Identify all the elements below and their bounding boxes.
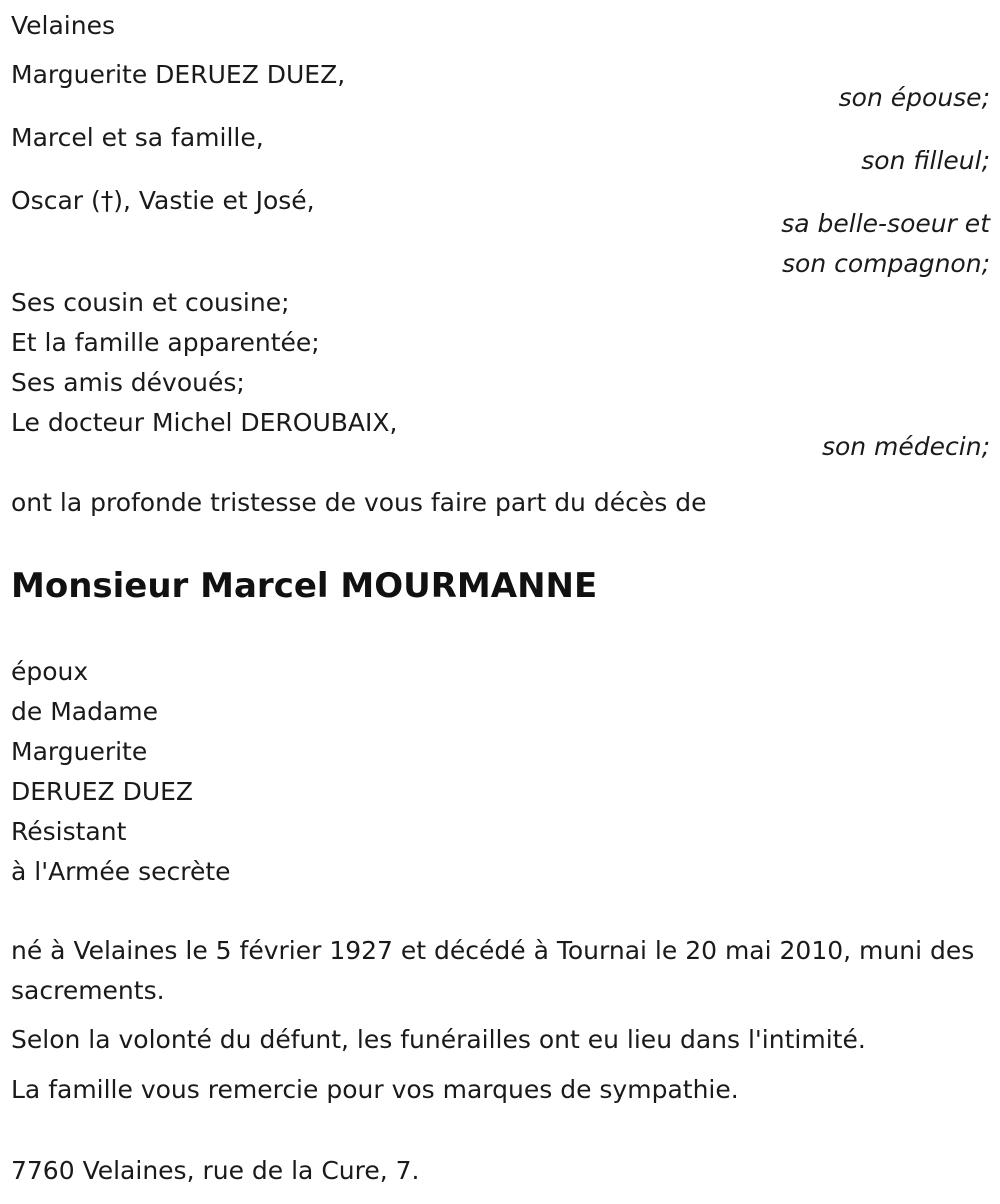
family-name-sister-in-law: Oscar (†), Vastie et José, — [11, 186, 315, 215]
doctor-relation: son médecin; — [821, 432, 990, 461]
funeral-paragraph: Selon la volonté du défunt, les funérailles ont eu lieu dans l'intimité. — [11, 1025, 866, 1054]
header-place: Velaines — [11, 11, 116, 40]
others-friends: Ses amis dévoués; — [11, 368, 245, 397]
detail-line: de Madame — [11, 697, 159, 726]
detail-line: à l'Armée secrète — [11, 857, 231, 886]
detail-line: époux — [11, 657, 89, 686]
deceased-name: Monsieur Marcel MOURMANNE — [11, 566, 598, 606]
family-name-spouse: Marguerite DERUEZ DUEZ, — [11, 60, 346, 89]
family-relation-sister-in-law-1: sa belle-soeur et — [781, 209, 990, 238]
detail-line: Marguerite — [11, 737, 148, 766]
detail-line: DERUEZ DUEZ — [11, 777, 194, 806]
detail-line: Résistant — [11, 817, 127, 846]
thanks-paragraph: La famille vous remercie pour vos marques de sympathie. — [11, 1075, 739, 1104]
birth-death-paragraph: né à Velaines le 5 février 1927 et décédé à Tournai le 20 mai 2010, muni des sacrements. — [11, 936, 975, 1005]
announcement: ont la profonde tristesse de vous faire part du décès de — [11, 488, 707, 517]
others-family: Et la famille apparentée; — [11, 328, 320, 357]
family-relation-sister-in-law-2: son compagnon; — [782, 249, 990, 278]
family-relation-spouse: son épouse; — [838, 83, 990, 112]
address: 7760 Velaines, rue de la Cure, 7. — [11, 1156, 420, 1185]
family-relation-godson: son filleul; — [861, 146, 990, 175]
others-cousins: Ses cousin et cousine; — [11, 288, 290, 317]
family-name-godson: Marcel et sa famille, — [11, 123, 264, 152]
doctor-name: Le docteur Michel DEROUBAIX, — [11, 408, 398, 437]
